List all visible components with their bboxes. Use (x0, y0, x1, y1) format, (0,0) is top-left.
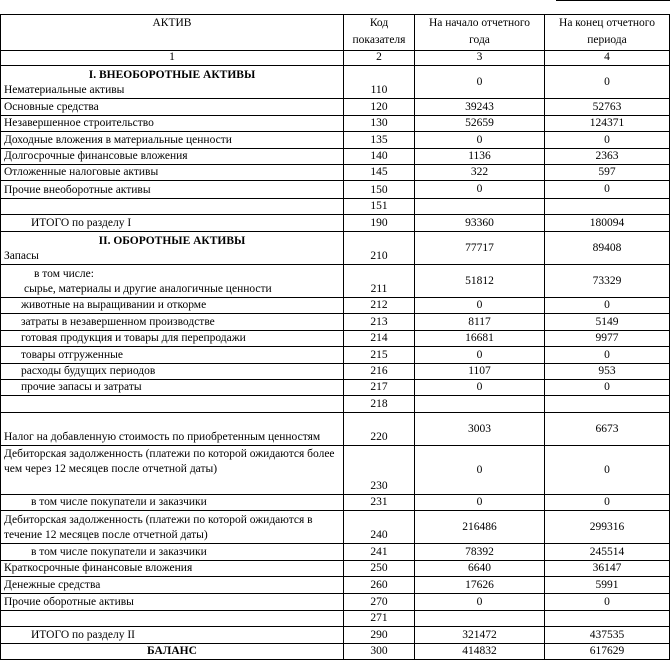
row-code: 150 (344, 181, 415, 199)
row-code: 218 (344, 396, 415, 413)
table-row (1, 413, 670, 446)
row-name: в том числе покупатели и заказчики (1, 495, 344, 511)
row-name: Денежные средства (1, 577, 344, 594)
row-code: 260 (344, 577, 415, 594)
row-name: Незавершенное строительство (1, 116, 344, 132)
row-code: 241 (344, 544, 415, 561)
row-end: 2363 (545, 149, 670, 165)
row-end (545, 199, 670, 215)
row-end: 124371 (545, 116, 670, 132)
row-start: 1136 (415, 149, 545, 165)
row-start: 0 (415, 495, 545, 511)
row-end: 0 (545, 181, 670, 199)
row-code: 220 (344, 413, 415, 446)
row-start (415, 199, 545, 215)
row-code: 120 (344, 99, 415, 116)
row-end: 617629 (545, 644, 670, 660)
row-name: II. ОБОРОТНЫЕ АКТИВЫ Запасы (1, 232, 344, 265)
table-row (1, 331, 670, 347)
row-start: 6640 (415, 561, 545, 577)
row-name: Дебиторская задолженность (платежи по которой ожидаются в течение 12 месяцев после отчетной даты) (1, 511, 344, 544)
row-end: 437535 (545, 627, 670, 644)
row-end: 0 (545, 495, 670, 511)
row-start: 51812 (415, 265, 545, 298)
row-name: Отложенные налоговые активы (1, 165, 344, 181)
row-start: 0 (415, 132, 545, 149)
row-code: 217 (344, 380, 415, 396)
row-code: 110 (344, 66, 415, 99)
section-2-heading: II. ОБОРОТНЫЕ АКТИВЫ (98, 235, 246, 247)
row-code: 212 (344, 298, 415, 314)
table-row (1, 364, 670, 380)
row-name: Основные средства (1, 99, 344, 116)
row-code: 135 (344, 132, 415, 149)
row-end: 597 (545, 165, 670, 181)
row-code: 216 (344, 364, 415, 380)
table-row (1, 199, 670, 215)
row-code: 240 (344, 511, 415, 544)
row-start: 0 (415, 446, 545, 495)
row-end: 953 (545, 364, 670, 380)
balance-label: БАЛАНС (1, 644, 344, 660)
row-code: 130 (344, 116, 415, 132)
row-end: 5991 (545, 577, 670, 594)
row-name: в том числе покупатели и заказчики (1, 544, 344, 561)
table-row (1, 495, 670, 511)
header-row (1, 15, 670, 51)
table-row (1, 215, 670, 232)
row-code: 215 (344, 347, 415, 364)
table-row (1, 594, 670, 611)
row-code: 151 (344, 199, 415, 215)
row-name: Прочие внеоборотные активы (1, 181, 344, 199)
row-code: 300 (344, 644, 415, 660)
row-code: 210 (344, 232, 415, 265)
row-name: Налог на добавленную стоимость по приобретенным ценностям (1, 413, 344, 446)
row-end: 0 (545, 298, 670, 314)
row-start: 52659 (415, 116, 545, 132)
row-code: 230 (344, 446, 415, 495)
row-name: Прочие оборотные активы (1, 594, 344, 611)
colnum-4: 4 (545, 51, 670, 66)
table-row (1, 66, 670, 99)
table-row (1, 232, 670, 265)
colnum-3: 3 (415, 51, 545, 66)
row-start: 0 (415, 298, 545, 314)
table-row (1, 544, 670, 561)
row-code: 250 (344, 561, 415, 577)
col-header-code: Код показателя (344, 15, 415, 51)
table-row (1, 347, 670, 364)
row-start: 78392 (415, 544, 545, 561)
col-header-activ: АКТИВ (1, 15, 344, 51)
table-row (1, 511, 670, 544)
row-end: 0 (545, 380, 670, 396)
balance-sheet-table (0, 14, 670, 660)
row-code: 213 (344, 314, 415, 331)
table-row (1, 627, 670, 644)
row-start: 216486 (415, 511, 545, 544)
row-end: 36147 (545, 561, 670, 577)
table-row (1, 132, 670, 149)
col-header-end: На конец отчетного периода (545, 15, 670, 51)
row-code: 145 (344, 165, 415, 181)
table-row (1, 611, 670, 627)
row-name: Краткосрочные финансовые вложения (1, 561, 344, 577)
table-row (1, 561, 670, 577)
row-start (415, 396, 545, 413)
table-row (1, 181, 670, 199)
row-start: 0 (415, 181, 545, 199)
table-row (1, 380, 670, 396)
row-code: 231 (344, 495, 415, 511)
row-name: Долгосрочные финансовые вложения (1, 149, 344, 165)
row-name: I. ВНЕОБОРОТНЫЕ АКТИВЫ Нематериальные активы (1, 66, 344, 99)
table-row (1, 149, 670, 165)
row-name: товары отгруженные (1, 347, 344, 364)
row-name (1, 199, 344, 215)
row-start: 77717 (415, 232, 545, 265)
row-end (545, 396, 670, 413)
row-name: ИТОГО по разделу II (1, 627, 344, 644)
row-end: 0 (545, 594, 670, 611)
row-end (545, 611, 670, 627)
section-1-heading: I. ВНЕОБОРОТНЫЕ АКТИВЫ (88, 69, 256, 81)
row-end: 0 (545, 347, 670, 364)
row-end: 89408 (545, 232, 670, 265)
table-row (1, 265, 670, 298)
row-code: 271 (344, 611, 415, 627)
row-name: расходы будущих периодов (1, 364, 344, 380)
row-code: 290 (344, 627, 415, 644)
row-end: 6673 (545, 413, 670, 446)
row-code: 211 (344, 265, 415, 298)
row-start: 0 (415, 594, 545, 611)
row-end: 9977 (545, 331, 670, 347)
row-end: 245514 (545, 544, 670, 561)
row-name (1, 611, 344, 627)
row-start: 93360 (415, 215, 545, 232)
row-end: 180094 (545, 215, 670, 232)
row-name: в том числе: сырье, материалы и другие аналогичные ценности (1, 265, 344, 298)
row-start: 0 (415, 66, 545, 99)
table-row (1, 165, 670, 181)
row-end: 5149 (545, 314, 670, 331)
row-start: 8117 (415, 314, 545, 331)
top-rule (556, 0, 670, 1)
table-row (1, 314, 670, 331)
table-row (1, 298, 670, 314)
row-end: 299316 (545, 511, 670, 544)
row-name (1, 396, 344, 413)
table-row-balance (1, 644, 670, 660)
table-row (1, 116, 670, 132)
row-name: затраты в незавершенном производстве (1, 314, 344, 331)
row-start: 17626 (415, 577, 545, 594)
row-end: 52763 (545, 99, 670, 116)
row-start: 16681 (415, 331, 545, 347)
row-name: Доходные вложения в материальные ценности (1, 132, 344, 149)
row-start: 322 (415, 165, 545, 181)
row-start: 414832 (415, 644, 545, 660)
colnum-1: 1 (1, 51, 344, 66)
row-start: 39243 (415, 99, 545, 116)
row-start: 1107 (415, 364, 545, 380)
row-start (415, 611, 545, 627)
row-start: 0 (415, 380, 545, 396)
row-name: прочие запасы и затраты (1, 380, 344, 396)
row-name: готовая продукция и товары для перепродажи (1, 331, 344, 347)
column-number-row (1, 51, 670, 66)
row-start: 0 (415, 347, 545, 364)
row-end: 0 (545, 66, 670, 99)
row-start: 3003 (415, 413, 545, 446)
table-row (1, 99, 670, 116)
col-header-start: На начало отчетного года (415, 15, 545, 51)
row-end: 73329 (545, 265, 670, 298)
table-row (1, 577, 670, 594)
row-code: 270 (344, 594, 415, 611)
row-end: 0 (545, 446, 670, 495)
row-code: 140 (344, 149, 415, 165)
row-name: Дебиторская задолженность (платежи по которой ожидаются более чем через 12 месяцев после отчетной даты) (1, 446, 344, 495)
row-name: ИТОГО по разделу I (1, 215, 344, 232)
row-start: 321472 (415, 627, 545, 644)
table-row (1, 396, 670, 413)
row-end: 0 (545, 132, 670, 149)
row-code: 214 (344, 331, 415, 347)
table-row (1, 446, 670, 495)
colnum-2: 2 (344, 51, 415, 66)
row-code: 190 (344, 215, 415, 232)
row-name: животные на выращивании и откорме (1, 298, 344, 314)
